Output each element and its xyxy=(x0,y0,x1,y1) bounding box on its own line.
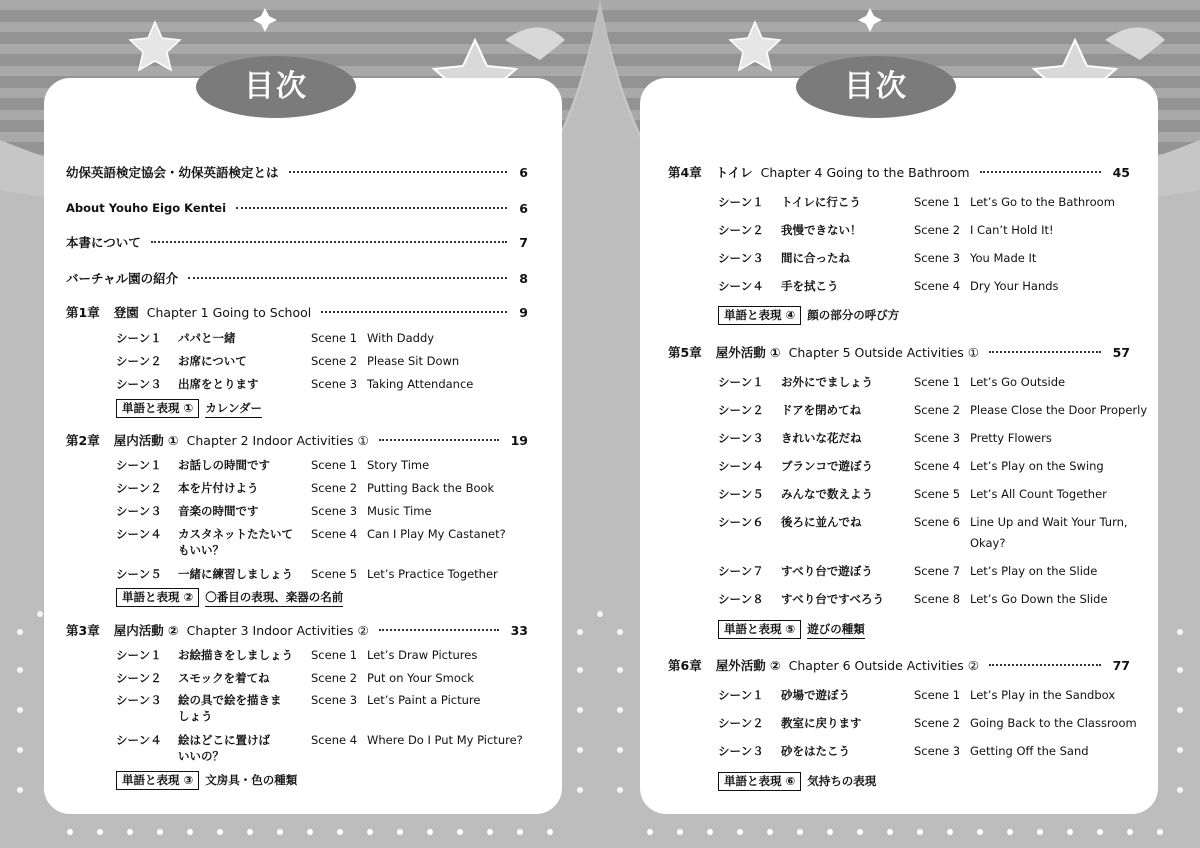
scene-number: シーン３ xyxy=(718,431,764,445)
scene-number-en: Scene 3 xyxy=(914,251,961,265)
vocab-entry[interactable] xyxy=(718,306,899,325)
scene-title-en: Line Up and Wait Your Turn, xyxy=(970,515,1128,529)
page-title-right xyxy=(796,56,956,118)
scene-number: シーン５ xyxy=(116,567,162,581)
scene-number-en: Scene 1 xyxy=(914,195,961,209)
scene-title-jp: 本を片付けよう xyxy=(178,481,259,495)
vocab-entry[interactable] xyxy=(116,771,297,790)
scene-title-en: You Made It xyxy=(970,251,1037,265)
toc-entry[interactable] xyxy=(66,270,528,286)
chapter-number: 第2章 xyxy=(66,433,100,448)
scene-number-en: Scene 3 xyxy=(311,693,358,707)
scene-title-jp: 絵の具で絵を描きま xyxy=(178,693,282,707)
dot-leader xyxy=(989,351,1101,353)
vocab-label: 単語と表現 ④ xyxy=(718,306,801,325)
scene-title-jp: 一緒に練習しましょう xyxy=(178,567,293,581)
scene-number: シーン７ xyxy=(718,564,764,578)
scene-number-en: Scene 2 xyxy=(311,671,358,685)
scene-title-en: Dry Your Hands xyxy=(970,279,1059,293)
scene-number-en: Scene 6 xyxy=(914,515,961,529)
scene-number: シーン３ xyxy=(718,251,764,265)
vocab-topic: カレンダー xyxy=(205,400,262,418)
scene-number: シーン５ xyxy=(718,487,764,501)
scene-title-jp: スモックを着てね xyxy=(178,671,270,685)
scene-title-jp: 砂をはたこう xyxy=(781,744,850,758)
scene-title-jp: ブランコで遊ぼう xyxy=(781,459,873,473)
scene-title-jp: 後ろに並んでね xyxy=(781,515,862,529)
scene-number: シーン４ xyxy=(116,733,162,747)
scene-title-jp: パパと一緒 xyxy=(178,331,236,345)
dot-leader xyxy=(151,241,508,243)
scene-number: シーン３ xyxy=(116,693,162,707)
chapter-heading[interactable] xyxy=(668,344,1130,360)
chapter-title-en: Chapter 2 Indoor Activities ① xyxy=(186,432,369,448)
vocab-label: 単語と表現 ② xyxy=(116,588,199,607)
chapter-number: 第5章 xyxy=(668,345,702,360)
vocab-label: 単語と表現 ⑥ xyxy=(718,772,801,791)
chapter-page: 19 xyxy=(510,432,528,448)
scene-number-en: Scene 2 xyxy=(914,223,961,237)
scene-title-en: Let’s All Count Together xyxy=(970,487,1107,501)
scene-title-en: Story Time xyxy=(367,458,430,472)
scene-title-jp: 音楽の時間です xyxy=(178,504,259,518)
scene-number: シーン１ xyxy=(116,331,162,345)
scene-title-en: Let’s Play in the Sandbox xyxy=(970,688,1116,702)
vocab-topic: 〇番目の表現、楽器の名前 xyxy=(205,589,343,607)
scene-title-jp: すべり台ですべろう xyxy=(781,592,885,606)
scene-title-jp: きれいな花だね xyxy=(781,431,862,445)
scene-number: シーン１ xyxy=(718,195,764,209)
entry-label: About Youho Eigo Kentei xyxy=(66,201,227,215)
scene-number-en: Scene 3 xyxy=(311,504,358,518)
scene-number: シーン２ xyxy=(116,671,162,685)
chapter-number: 第3章 xyxy=(66,623,100,638)
page-title-left xyxy=(196,56,356,118)
title-text: 目次 xyxy=(244,69,308,104)
scene-number-en: Scene 4 xyxy=(311,733,358,747)
entry-label: 本書について xyxy=(66,235,141,250)
chapter-title-en: Chapter 3 Indoor Activities ② xyxy=(186,622,369,638)
vocab-topic: 顔の部分の呼び方 xyxy=(807,308,900,322)
chapter-heading[interactable] xyxy=(66,432,528,448)
scene-number: シーン３ xyxy=(116,377,162,391)
chapter-title-jp: 登園 xyxy=(113,305,139,320)
scene-number: シーン３ xyxy=(718,744,764,758)
toc-entry[interactable] xyxy=(66,234,528,250)
vocab-entry[interactable] xyxy=(718,772,876,791)
toc-entry[interactable] xyxy=(66,164,528,180)
vocab-topic: 遊びの種類 xyxy=(807,621,865,639)
scene-number-en: Scene 1 xyxy=(914,375,961,389)
scene-title-en: Let’s Paint a Picture xyxy=(367,693,481,707)
scene-title-en: Going Back to the Classroom xyxy=(970,716,1137,730)
entry-page: 7 xyxy=(519,234,528,250)
dot-leader xyxy=(379,439,499,441)
scene-title-en: Getting Off the Sand xyxy=(970,744,1089,758)
scene-title-en: Let’s Go to the Bathroom xyxy=(970,195,1115,209)
scene-number-en: Scene 7 xyxy=(914,564,961,578)
scene-title-en: Where Do I Put My Picture? xyxy=(367,733,523,747)
scene-title-en: Let’s Play on the Slide xyxy=(970,564,1098,578)
chapter-heading[interactable] xyxy=(668,657,1130,673)
chapter-number: 第4章 xyxy=(668,165,702,180)
scene-number-en: Scene 3 xyxy=(914,431,961,445)
scene-title-en: Taking Attendance xyxy=(367,377,474,391)
chapter-page: 9 xyxy=(519,304,528,320)
vocab-entry[interactable] xyxy=(718,620,865,639)
scene-number-en: Scene 1 xyxy=(311,458,358,472)
entry-page: 8 xyxy=(519,270,528,286)
scene-title-en: With Daddy xyxy=(367,331,435,345)
scene-title-jp: お外にでましょう xyxy=(781,375,873,389)
scene-number-en: Scene 5 xyxy=(914,487,961,501)
entry-page: 6 xyxy=(519,164,528,180)
scene-title-en: Please Close the Door Properly xyxy=(970,403,1148,417)
chapter-title-jp: 屋内活動 ② xyxy=(113,623,179,638)
scene-title-jp: ドアを閉めてね xyxy=(781,403,862,417)
vocab-label: 単語と表現 ⑤ xyxy=(718,620,801,639)
chapter-heading[interactable] xyxy=(668,164,1130,180)
scene-title-en: Let’s Draw Pictures xyxy=(367,648,478,662)
scene-number-en: Scene 2 xyxy=(914,716,961,730)
entry-label: バーチャル園の紹介 xyxy=(66,271,179,286)
chapter-title-en: Chapter 1 Going to School xyxy=(146,304,312,320)
vocab-label: 単語と表現 ① xyxy=(116,399,199,418)
scene-number: シーン１ xyxy=(116,458,162,472)
entry-label: 幼保英語検定協会・幼保英語検定とは xyxy=(66,165,279,180)
scene-number: シーン１ xyxy=(718,688,764,702)
scene-title-jp: 砂場で遊ぼう xyxy=(781,688,850,702)
dot-leader xyxy=(289,171,508,173)
scene-number: シーン６ xyxy=(718,515,764,529)
chapter-page: 33 xyxy=(510,622,528,638)
chapter-heading[interactable] xyxy=(66,622,528,638)
vocab-topic: 気持ちの表現 xyxy=(807,774,877,788)
scene-title-jp: すべり台で遊ぼう xyxy=(781,564,873,578)
scene-number-en: Scene 1 xyxy=(914,688,961,702)
scene-number-en: Scene 2 xyxy=(311,354,358,368)
dot-leader xyxy=(236,207,507,209)
scene-title-en: Music Time xyxy=(367,504,432,518)
scene-number-en: Scene 8 xyxy=(914,592,961,606)
scene-title-en: Pretty Flowers xyxy=(970,431,1052,445)
vocab-entry[interactable] xyxy=(116,399,262,418)
scene-number-en: Scene 4 xyxy=(311,527,358,541)
scene-number: シーン４ xyxy=(718,459,764,473)
chapter-title-jp: 屋内活動 ① xyxy=(113,433,179,448)
scene-title-jp: 間に合ったね xyxy=(781,251,850,265)
scene-number: シーン４ xyxy=(718,279,764,293)
chapter-title-jp: 屋外活動 ① xyxy=(715,345,781,360)
scene-title-jp-line2: しょう xyxy=(178,709,213,723)
entry-page: 6 xyxy=(519,200,528,216)
scene-title-en: Let’s Go Down the Slide xyxy=(970,592,1108,606)
scene-title-en: Can I Play My Castanet? xyxy=(367,527,506,541)
chapter-title-jp: 屋外活動 ② xyxy=(715,658,781,673)
scene-title-jp: お絵描きをしましょう xyxy=(178,648,293,662)
title-text: 目次 xyxy=(844,69,908,104)
scene-number: シーン２ xyxy=(718,223,764,237)
scene-title-jp: 教室に戻ります xyxy=(781,716,862,730)
scene-title-jp: 絵はどこに置けば xyxy=(178,733,270,747)
dot-leader xyxy=(188,277,507,279)
scene-title-en: Put on Your Smock xyxy=(367,671,474,685)
scene-number: シーン２ xyxy=(116,354,162,368)
scene-number-en: Scene 2 xyxy=(914,403,961,417)
vocab-entry[interactable] xyxy=(116,588,343,607)
scene-number-en: Scene 5 xyxy=(311,567,358,581)
scene-title-jp: お席について xyxy=(178,354,247,368)
scene-title-jp: お話しの時間です xyxy=(178,458,270,472)
dot-leader xyxy=(321,311,507,313)
chapter-heading[interactable] xyxy=(66,304,528,320)
scene-title-jp: トイレに行こう xyxy=(781,195,861,209)
right-page xyxy=(640,78,1158,814)
scene-title-en: I Can’t Hold It! xyxy=(970,223,1054,237)
vocab-topic: 文房具・色の種類 xyxy=(205,773,298,787)
dot-leader xyxy=(980,171,1101,173)
scene-title-jp: 出席をとります xyxy=(178,377,259,391)
scene-title-jp-line2: もいい？ xyxy=(178,543,224,557)
chapter-page: 77 xyxy=(1112,657,1130,673)
chapter-title-en: Chapter 4 Going to the Bathroom xyxy=(760,164,970,180)
scene-title-en: Please Sit Down xyxy=(367,354,460,368)
scene-number-en: Scene 2 xyxy=(311,481,358,495)
scene-title-en: Let’s Play on the Swing xyxy=(970,459,1104,473)
scene-number-en: Scene 3 xyxy=(914,744,961,758)
scene-title-jp: 手を拭こう xyxy=(781,279,839,293)
scene-number-en: Scene 1 xyxy=(311,331,358,345)
scene-title-en: Let’s Go Outside xyxy=(970,375,1066,389)
chapter-title-en: Chapter 6 Outside Activities ② xyxy=(788,657,979,673)
scene-title-en-line2: Okay? xyxy=(970,536,1006,550)
dot-leader xyxy=(379,629,499,631)
chapter-number: 第1章 xyxy=(66,305,100,320)
chapter-title-jp: トイレ xyxy=(715,165,753,180)
scene-number: シーン１ xyxy=(718,375,764,389)
dot-leader xyxy=(989,664,1101,666)
scene-number-en: Scene 3 xyxy=(311,377,358,391)
scene-number: シーン３ xyxy=(116,504,162,518)
scene-number: シーン１ xyxy=(116,648,162,662)
scene-title-jp: みんなで数えよう xyxy=(781,487,873,501)
scene-number: シーン２ xyxy=(718,716,764,730)
vocab-label: 単語と表現 ③ xyxy=(116,771,199,790)
scene-number-en: Scene 4 xyxy=(914,459,961,473)
chapter-number: 第6章 xyxy=(668,658,702,673)
scene-number: シーン２ xyxy=(116,481,162,495)
chapter-title-en: Chapter 5 Outside Activities ① xyxy=(788,344,979,360)
scene-number: シーン２ xyxy=(718,403,764,417)
chapter-page: 45 xyxy=(1112,164,1130,180)
scene-number-en: Scene 1 xyxy=(311,648,358,662)
scene-title-en: Let’s Practice Together xyxy=(367,567,498,581)
scene-number: シーン８ xyxy=(718,592,764,606)
chapter-page: 57 xyxy=(1112,344,1130,360)
scene-title-en: Putting Back the Book xyxy=(367,481,495,495)
scene-title-jp: 我慢できない！ xyxy=(781,223,862,237)
scene-title-jp-line2: いいの？ xyxy=(178,749,224,763)
scene-title-jp: カスタネットたたいて xyxy=(178,527,293,541)
scene-number: シーン４ xyxy=(116,527,162,541)
toc-entry[interactable] xyxy=(66,200,528,216)
scene-number-en: Scene 4 xyxy=(914,279,961,293)
